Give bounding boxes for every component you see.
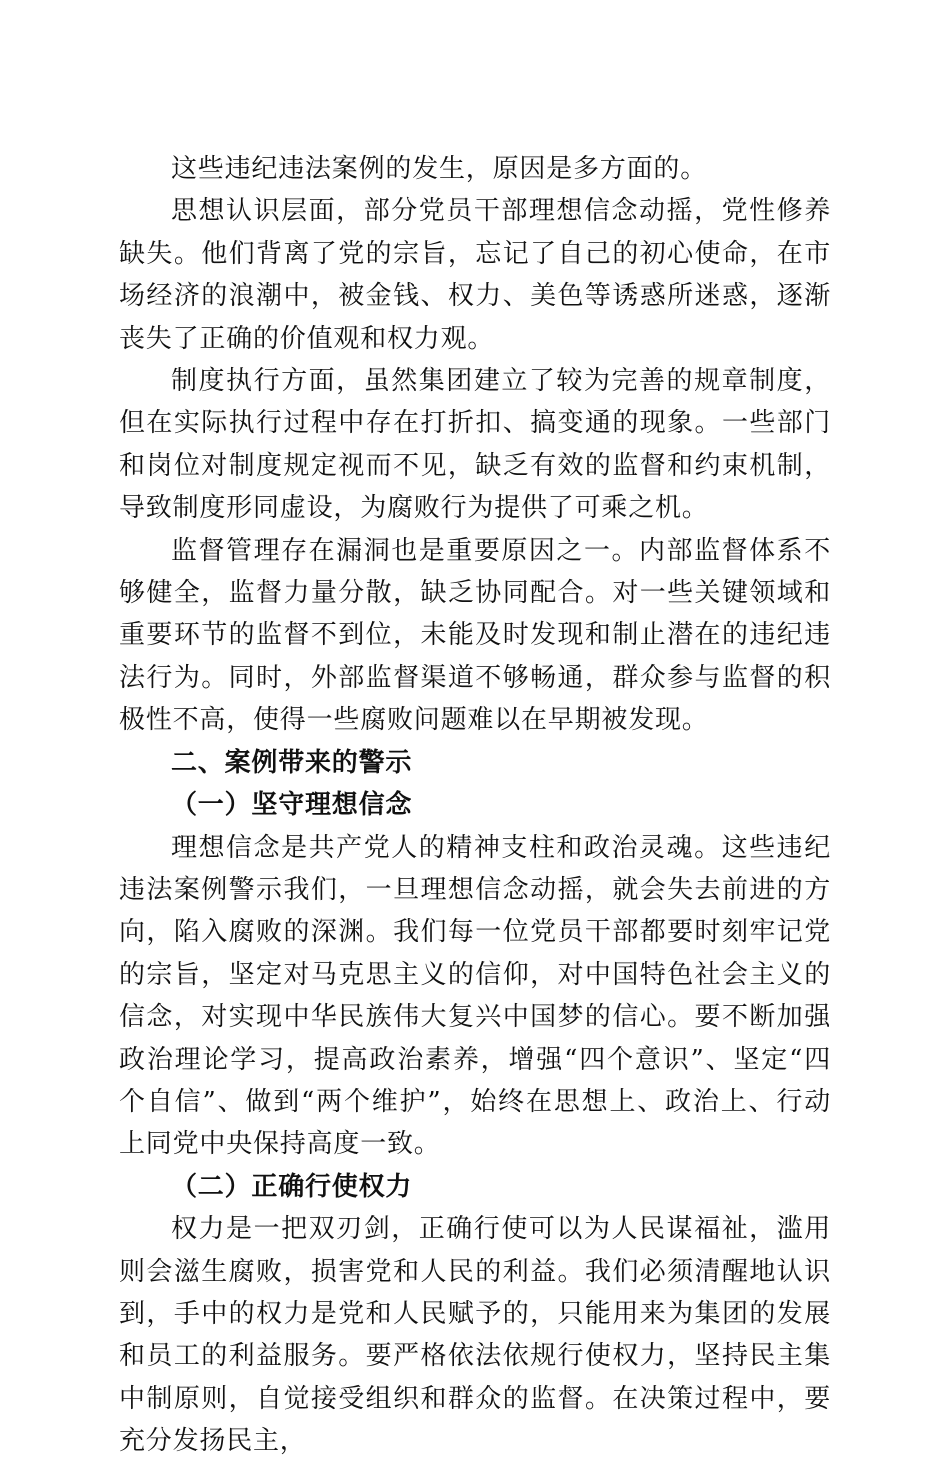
- paragraph-supervision-cause: 监督管理存在漏洞也是重要原因之一。内部监督体系不够健全，监督力量分散，缺乏协同配合。对一些关键领域和重要环节的监督不到位，未能及时发现和制止潜在的违纪违法行为。同时，外部监督渠道不够畅通，群众参与监督的积极性不高，使得一些腐败问题难以在早期被发现。: [119, 535, 831, 736]
- subheading-power: （二）正确行使权力: [171, 1171, 413, 1202]
- document-page: [119, 148, 831, 1463]
- paragraph-ideals: 理想信念是共产党人的精神支柱和政治灵魂。这些违纪违法案例警示我们，一旦理想信念动摇，就会失去前进的方向，陷入腐败的深渊。我们每一位党员干部都要时刻牢记党的宗旨，坚定对马克思主义的信仰，对中国特色社会主义的信念，对实现中华民族伟大复兴中国梦的信心。要不断加强政治理论学习，提高政治素养，增强“四个意识”、坚定“四个自信”、做到“两个维护”，始终在思想上、政治上、行动上同党中央保持高度一致。: [119, 832, 831, 1160]
- section-heading-warnings: 二、案例带来的警示: [171, 747, 413, 778]
- paragraph-causes-intro: 这些违纪违法案例的发生，原因是多方面的。: [171, 154, 708, 184]
- subheading-ideals: （一）坚守理想信念: [171, 790, 413, 821]
- paragraph-power: 权力是一把双刃剑，正确行使可以为人民谋福祉，滥用则会滋生腐败，损害党和人民的利益。我们必须清醒地认识到，手中的权力是党和人民赋予的，只能用来为集团的发展和员工的利益服务。要严格依法依规行使权力，坚持民主集中制原则，自觉接受组织和群众的监督。在决策过程中，要充分发扬民主，: [119, 1214, 831, 1457]
- paragraph-institutional-cause: 制度执行方面，虽然集团建立了较为完善的规章制度，但在实际执行过程中存在打折扣、搞变通的现象。一些部门和岗位对制度规定视而不见，缺乏有效的监督和约束机制，导致制度形同虚设，为腐败行为提供了可乘之机。: [119, 366, 831, 524]
- paragraph-ideological-cause: 思想认识层面，部分党员干部理想信念动摇，党性修养缺失。他们背离了党的宗旨，忘记了自己的初心使命，在市场经济的浪潮中，被金钱、权力、美色等诱惑所迷惑，逐渐丧失了正确的价值观和权力观。: [119, 196, 831, 354]
